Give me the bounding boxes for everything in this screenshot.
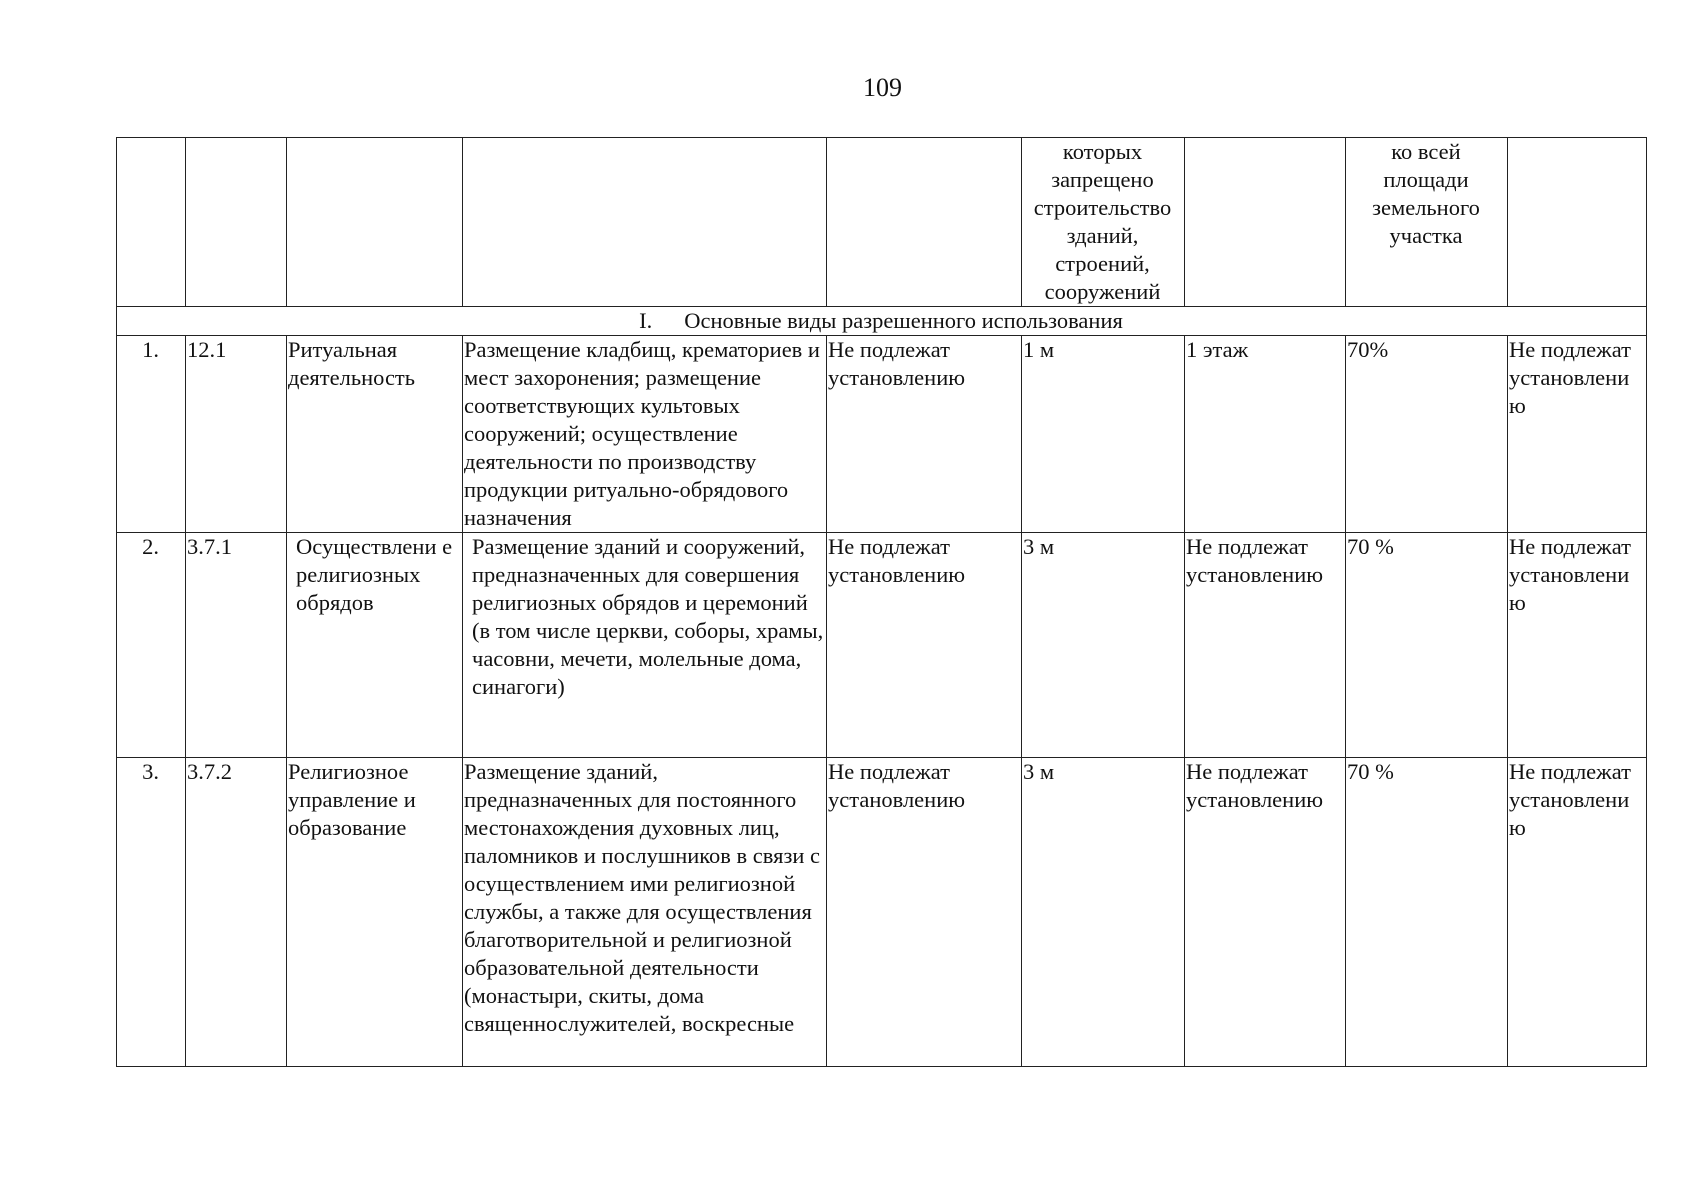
row-description: Размещение зданий, предназначенных для постоянного местонахождения духовных лиц, паломников и послушников в связи с осуществлением ими религиозной службы, а также для осуществления благотворительной и религиозной образовательной деятельности (монастыри, скиты, дома священнослужителей, воскресные [463, 758, 827, 1067]
header-cell-5 [827, 138, 1022, 307]
header-cell-2 [186, 138, 287, 307]
row-code: 3.7.1 [186, 533, 287, 758]
row-setback: 1 м [1022, 336, 1185, 533]
row-use-name: Осуществлени е религиозных обрядов [287, 533, 463, 758]
header-cell-setback: которых запрещено строительство зданий, строений, сооружений [1022, 138, 1185, 307]
row-description: Размещение кладбищ, крематориев и мест захоронения; размещение соответствующих культовых сооружений; осуществление деятельности по производству продукции ритуально-обрядового назначения [463, 336, 827, 533]
row-number: 2. [117, 533, 186, 758]
row-floors: Не подлежат установлению [1185, 533, 1346, 758]
row-use-name: Религиозное управление и образование [287, 758, 463, 1067]
row-other-params: Не подлежат установлени ю [1508, 533, 1647, 758]
header-cell-3 [287, 138, 463, 307]
row-description: Размещение зданий и сооружений, предназначенных для совершения религиозных обрядов и церемоний (в том числе церкви, соборы, храмы, часовни, мечети, молельные дома, синагоги) [463, 533, 827, 758]
row-code: 12.1 [186, 336, 287, 533]
section-title: Основные виды разрешенного использования [684, 308, 1123, 333]
row-code: 3.7.2 [186, 758, 287, 1067]
row-setback: 3 м [1022, 758, 1185, 1067]
table-row [117, 533, 1647, 758]
section-row [117, 307, 1647, 336]
row-number: 1. [117, 336, 186, 533]
header-cell-coverage: ко всей площади земельного участка [1346, 138, 1508, 307]
table-row [117, 336, 1647, 533]
header-cell-9 [1508, 138, 1647, 307]
header-cell-4 [463, 138, 827, 307]
header-cell-7 [1185, 138, 1346, 307]
section-heading [117, 307, 1647, 336]
row-plot-size: Не подлежат установлению [827, 758, 1022, 1067]
row-coverage: 70 % [1346, 758, 1508, 1067]
row-setback: 3 м [1022, 533, 1185, 758]
row-coverage: 70 % [1346, 533, 1508, 758]
row-use-name: Ритуальная деятельность [287, 336, 463, 533]
row-other-params: Не подлежат установлени ю [1508, 758, 1647, 1067]
header-cell-1 [117, 138, 186, 307]
row-floors: Не подлежат установлению [1185, 758, 1346, 1067]
row-number: 3. [117, 758, 186, 1067]
row-plot-size: Не подлежат установлению [827, 336, 1022, 533]
section-numeral: I. [639, 308, 653, 333]
header-continuation-row [117, 138, 1647, 307]
page-number: 109 [863, 73, 902, 102]
row-other-params: Не подлежат установлени ю [1508, 336, 1647, 533]
land-use-table [116, 137, 1647, 1067]
row-plot-size: Не подлежат установлению [827, 533, 1022, 758]
table-row [117, 758, 1647, 1067]
row-floors: 1 этаж [1185, 336, 1346, 533]
row-coverage: 70% [1346, 336, 1508, 533]
